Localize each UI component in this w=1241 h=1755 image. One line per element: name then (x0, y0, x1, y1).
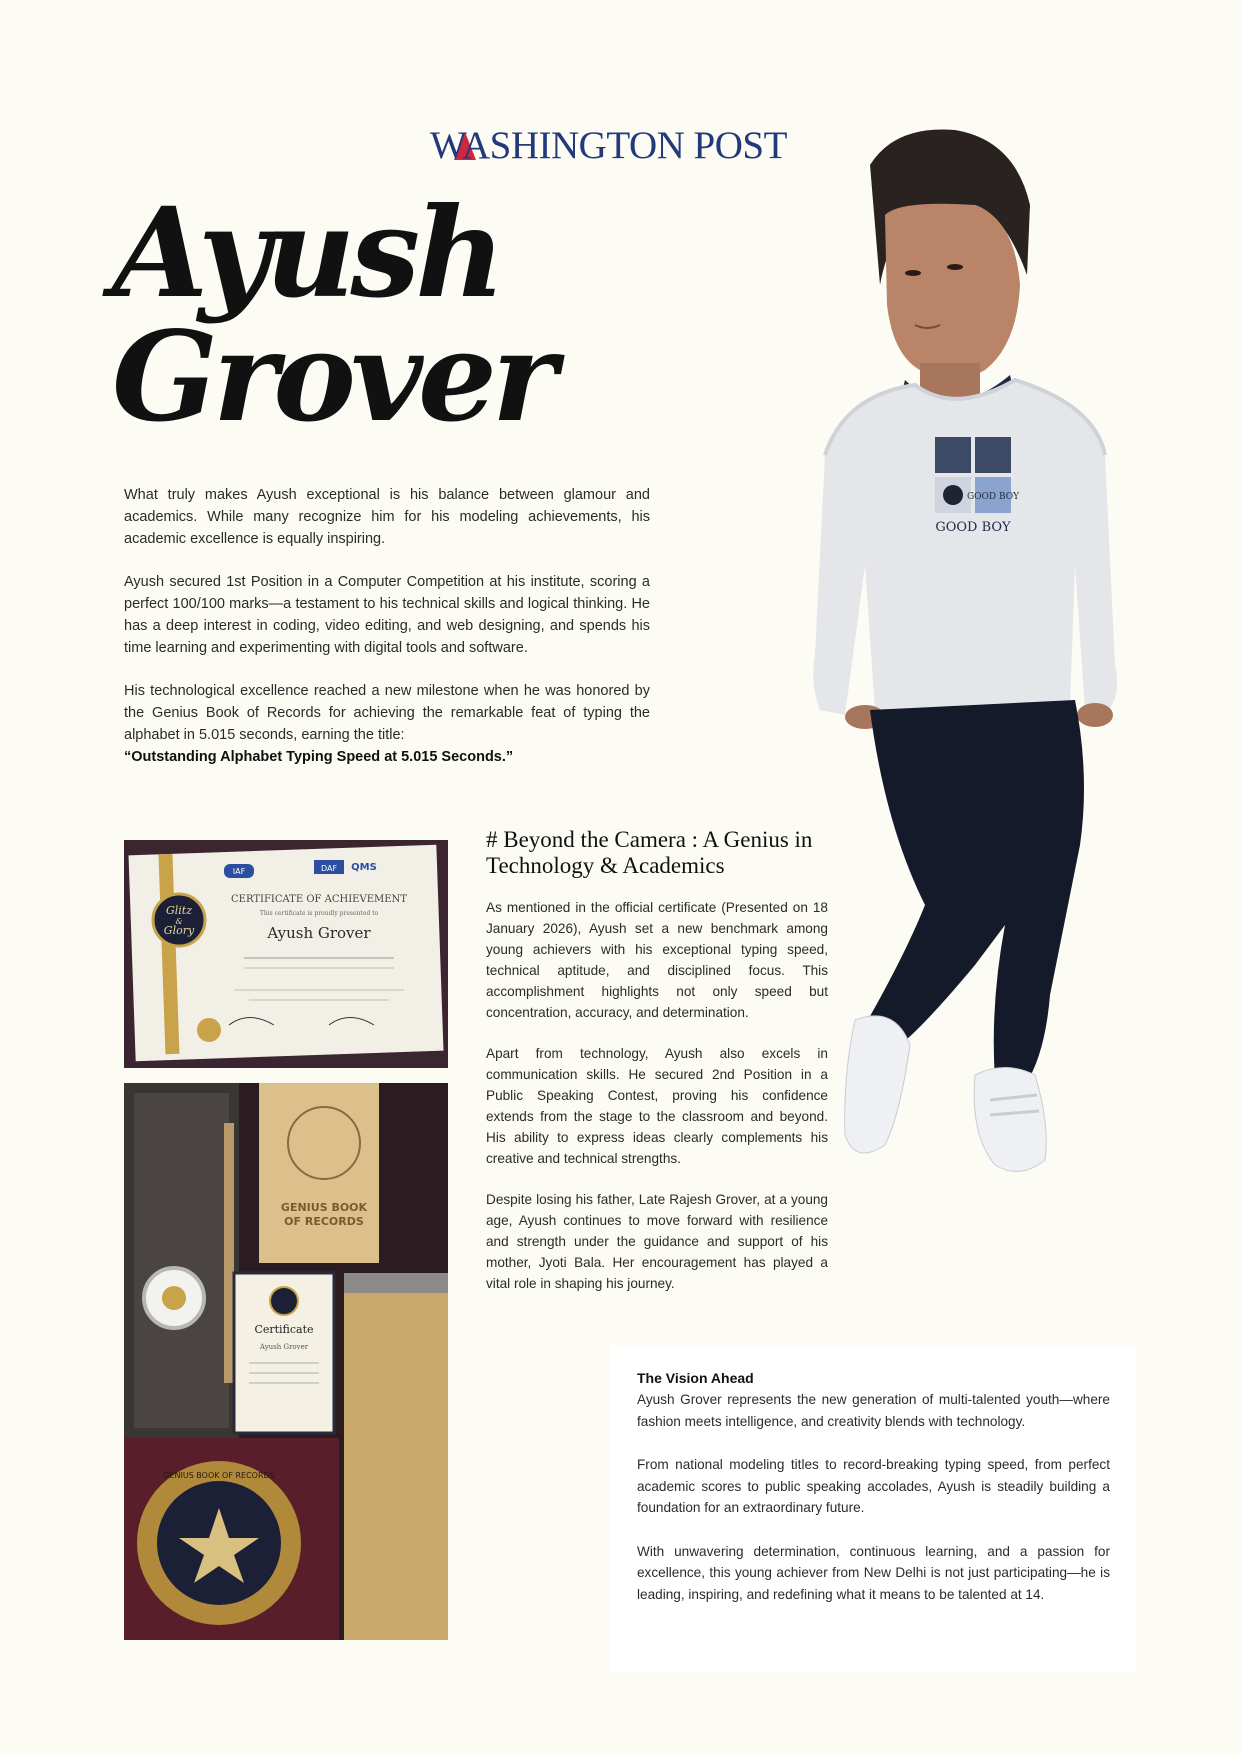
intro-column (124, 484, 650, 789)
model-photo (805, 125, 1145, 1305)
vision-heading: The Vision Ahead (637, 1370, 754, 1386)
awards-collage-photo (124, 1083, 448, 1640)
masthead-logo (430, 122, 822, 170)
logo-qms: QMS (351, 862, 377, 873)
cert-recipient: Ayush Grover (267, 924, 371, 942)
badge-text-2: & (175, 917, 183, 926)
bottle-text-1: GENIUS BOOK (280, 1201, 368, 1214)
medal-text: GENIUS BOOK OF RECORDS (163, 1471, 275, 1480)
masthead-lead-text: WA (430, 124, 490, 167)
vision-ahead-box (610, 1345, 1136, 1672)
shirt-print (935, 437, 1020, 535)
shirt-text: GOOD BOY (935, 520, 1011, 535)
last-name: Grover (112, 305, 553, 450)
certificate-photo (124, 840, 448, 1068)
vision-paragraph-3: With unwavering determination, continuous learning, and a passion for excellence, this young achiever from New Delhi is not just participating—he is leading, inspiring, and redefining what it means to be talented at 14. (637, 1543, 1110, 1602)
record-title-quote: “Outstanding Alphabet Typing Speed at 5.015 Seconds.” (124, 749, 514, 765)
mini-cert-name: Ayush Grover (259, 1343, 309, 1351)
logo-daf: DAF (320, 864, 338, 873)
intro-paragraph-2: Ayush secured 1st Position in a Computer Competition at his institute, scoring a perfect 100/100 marks—a testament to his technical skills and logical thinking. He has a deep interest in coding, video editing, and web designing, and spends his time learning and experimenting with digital tools and software. (124, 574, 650, 656)
masthead-lead (430, 122, 490, 170)
beyond-camera-section (486, 827, 828, 1314)
cert-subtitle: This certificate is proudly presented to (259, 910, 379, 917)
intro-paragraph-3: His technological excellence reached a new milestone when he was honored by the Genius Book of Records for achieving the remarkable feat of typing the alphabet in 5.015 seconds, earning the title: (124, 683, 650, 743)
patch-text: GOOD BOY (966, 492, 1020, 502)
section-paragraph-3: Despite losing his father, Late Rajesh Grover, at a young age, Ayush continues to move forward with resilience and strength under the guidance and support of his mother, Jyoti Bala. Her encouragement has played a vital role in shaping his journey. (486, 1192, 828, 1291)
logo-iaf: IAF (232, 867, 246, 876)
badge-text-3: Glory (163, 924, 195, 937)
bottle-text-2: OF RECORDS (284, 1215, 364, 1228)
section-paragraph-2: Apart from technology, Ayush also excels in communication skills. He secured 2nd Position in a Public Speaking Contest, proving his confidence extends from the stage to the classroom and beyond. His ability to express ideas clearly complements his creative and technical strengths. (486, 1046, 828, 1166)
vision-paragraph-2: From national modeling titles to record-breaking typing speed, from perfect academic scores to public speaking accolades, Ayush is steadily building a foundation for an extraordinary future. (637, 1457, 1110, 1515)
profile-name (112, 181, 562, 450)
vision-paragraph-1: Ayush Grover represents the new generation of multi-talented youth—where fashion meets intelligence, and creativity blends with technology. (637, 1392, 1110, 1429)
section-paragraph-1: As mentioned in the official certificate (Presented on 18 January 2026), Ayush set a new benchmark among young achievers with his exceptional typing speed, technical aptitude, and disciplined focus. This accomplishment highlights not only speed but concentration, accuracy, and determination. (486, 900, 828, 1020)
first-name: Ayush (112, 181, 501, 326)
mini-cert-title: Certificate (254, 1323, 314, 1336)
section-heading: # Beyond the Camera : A Genius in Technology & Academics (486, 827, 813, 878)
masthead-rest: SHINGTON POST (489, 124, 787, 167)
cert-title: CERTIFICATE OF ACHIEVEMENT (231, 894, 407, 905)
intro-paragraph-1: What truly makes Ayush exceptional is his balance between glamour and academics. While many recognize him for his modeling achievements, his academic excellence is equally inspiring. (124, 487, 650, 547)
badge-text-1: Glitz (165, 904, 193, 917)
